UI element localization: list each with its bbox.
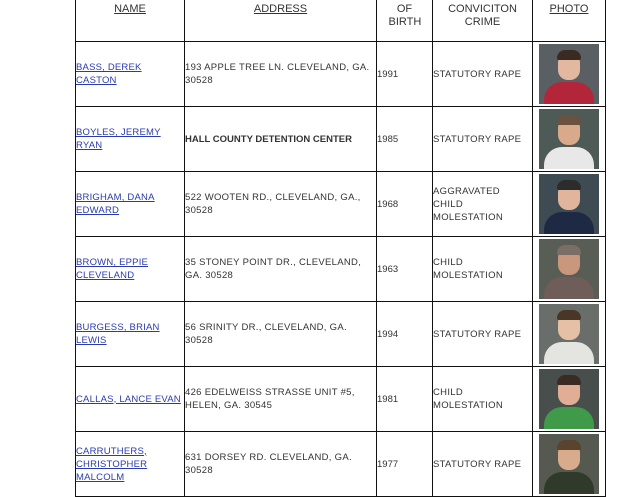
birth-year: 1968 [377,172,433,237]
photo-cell [533,302,606,367]
mugshot-photo [539,174,599,234]
offender-name-cell [76,432,185,497]
mugshot-hair [557,375,581,385]
photo-cell [533,432,606,497]
table-header-row [76,0,606,42]
offender-name-link[interactable]: CALLAS, LANCE EVAN [76,393,181,405]
conviction-crime: CHILD MOLESTATION [433,367,533,432]
table-row [76,42,606,107]
photo-cell [533,237,606,302]
table-row [76,237,606,302]
table-row [76,302,606,367]
offender-name-link[interactable]: BRIGHAM, DANA EDWARD [76,192,155,216]
offender-name-link[interactable]: BURGESS, BRIAN LEWIS [76,322,160,346]
offender-name-cell [76,367,185,432]
offender-address: 426 EDELWEISS STRASSE UNIT #5, HELEN, GA. 30545 [185,367,377,432]
offender-address: 56 SRINITY DR., CLEVELAND, GA. 30528 [185,302,377,367]
table-row [76,107,606,172]
photo-cell [533,42,606,107]
header-photo: PHOTO [533,0,606,42]
birth-year: 1985 [377,107,433,172]
mugshot-photo [539,434,599,494]
photo-cell [533,107,606,172]
mugshot-photo [539,304,599,364]
header-crime [433,0,533,42]
offender-name-link[interactable]: CARRUTHERS, CHRISTOPHER MALCOLM [76,445,148,483]
table-row [76,432,606,497]
mugshot-shirt [544,82,594,104]
mugshot-hair [557,310,581,320]
header-address: ADDRESS [185,0,377,42]
mugshot-hair [557,440,581,450]
conviction-crime: STATUTORY RAPE [433,107,533,172]
offender-name-link[interactable]: BASS, DEREK CASTON [76,62,142,86]
offender-name-cell [76,237,185,302]
offender-name-link[interactable]: BROWN, EPPIE CLEVELAND [76,257,149,281]
mugshot-shirt [544,212,594,234]
birth-year: 1977 [377,432,433,497]
mugshot-hair [557,115,581,125]
table-row [76,367,606,432]
offender-name-cell [76,107,185,172]
offender-name-cell [76,42,185,107]
mugshot-photo [539,369,599,429]
offender-address: 193 APPLE TREE LN. CLEVELAND, GA. 30528 [185,42,377,107]
birth-year: 1963 [377,237,433,302]
birth-year: 1991 [377,42,433,107]
offender-address: 35 STONEY POINT DR., CLEVELAND, GA. 30528 [185,237,377,302]
mugshot-shirt [544,407,594,429]
header-crime-label: CONVICITON CRIME [448,3,517,28]
offender-name-link[interactable]: BOYLES, JEREMY RYAN [76,127,161,151]
offender-address: 522 WOOTEN RD., CLEVELAND, GA., 30528 [185,172,377,237]
conviction-crime: STATUTORY RAPE [433,302,533,367]
conviction-crime: STATUTORY RAPE [433,42,533,107]
photo-cell [533,367,606,432]
table-row [76,172,606,237]
birth-year: 1994 [377,302,433,367]
mugshot-photo [539,44,599,104]
mugshot-photo [539,239,599,299]
header-birth-label: OF BIRTH [388,3,422,28]
mugshot-shirt [544,342,594,364]
offender-address: 631 DORSEY RD. CLEVELAND, GA. 30528 [185,432,377,497]
mugshot-photo [539,109,599,169]
mugshot-hair [557,180,581,190]
offender-table [75,0,606,497]
mugshot-shirt [544,147,594,169]
offender-address: HALL COUNTY DETENTION CENTER [185,107,377,172]
mugshot-shirt [544,277,594,299]
birth-year: 1981 [377,367,433,432]
mugshot-hair [557,245,581,255]
conviction-crime: CHILD MOLESTATION [433,237,533,302]
conviction-crime: STATUTORY RAPE [433,432,533,497]
mugshot-shirt [544,472,594,494]
offender-name-cell [76,172,185,237]
header-birth [377,0,433,42]
header-name: NAME [76,0,185,42]
offender-name-cell [76,302,185,367]
mugshot-hair [557,50,581,60]
conviction-crime: AGGRAVATED CHILD MOLESTATION [433,172,533,237]
photo-cell [533,172,606,237]
